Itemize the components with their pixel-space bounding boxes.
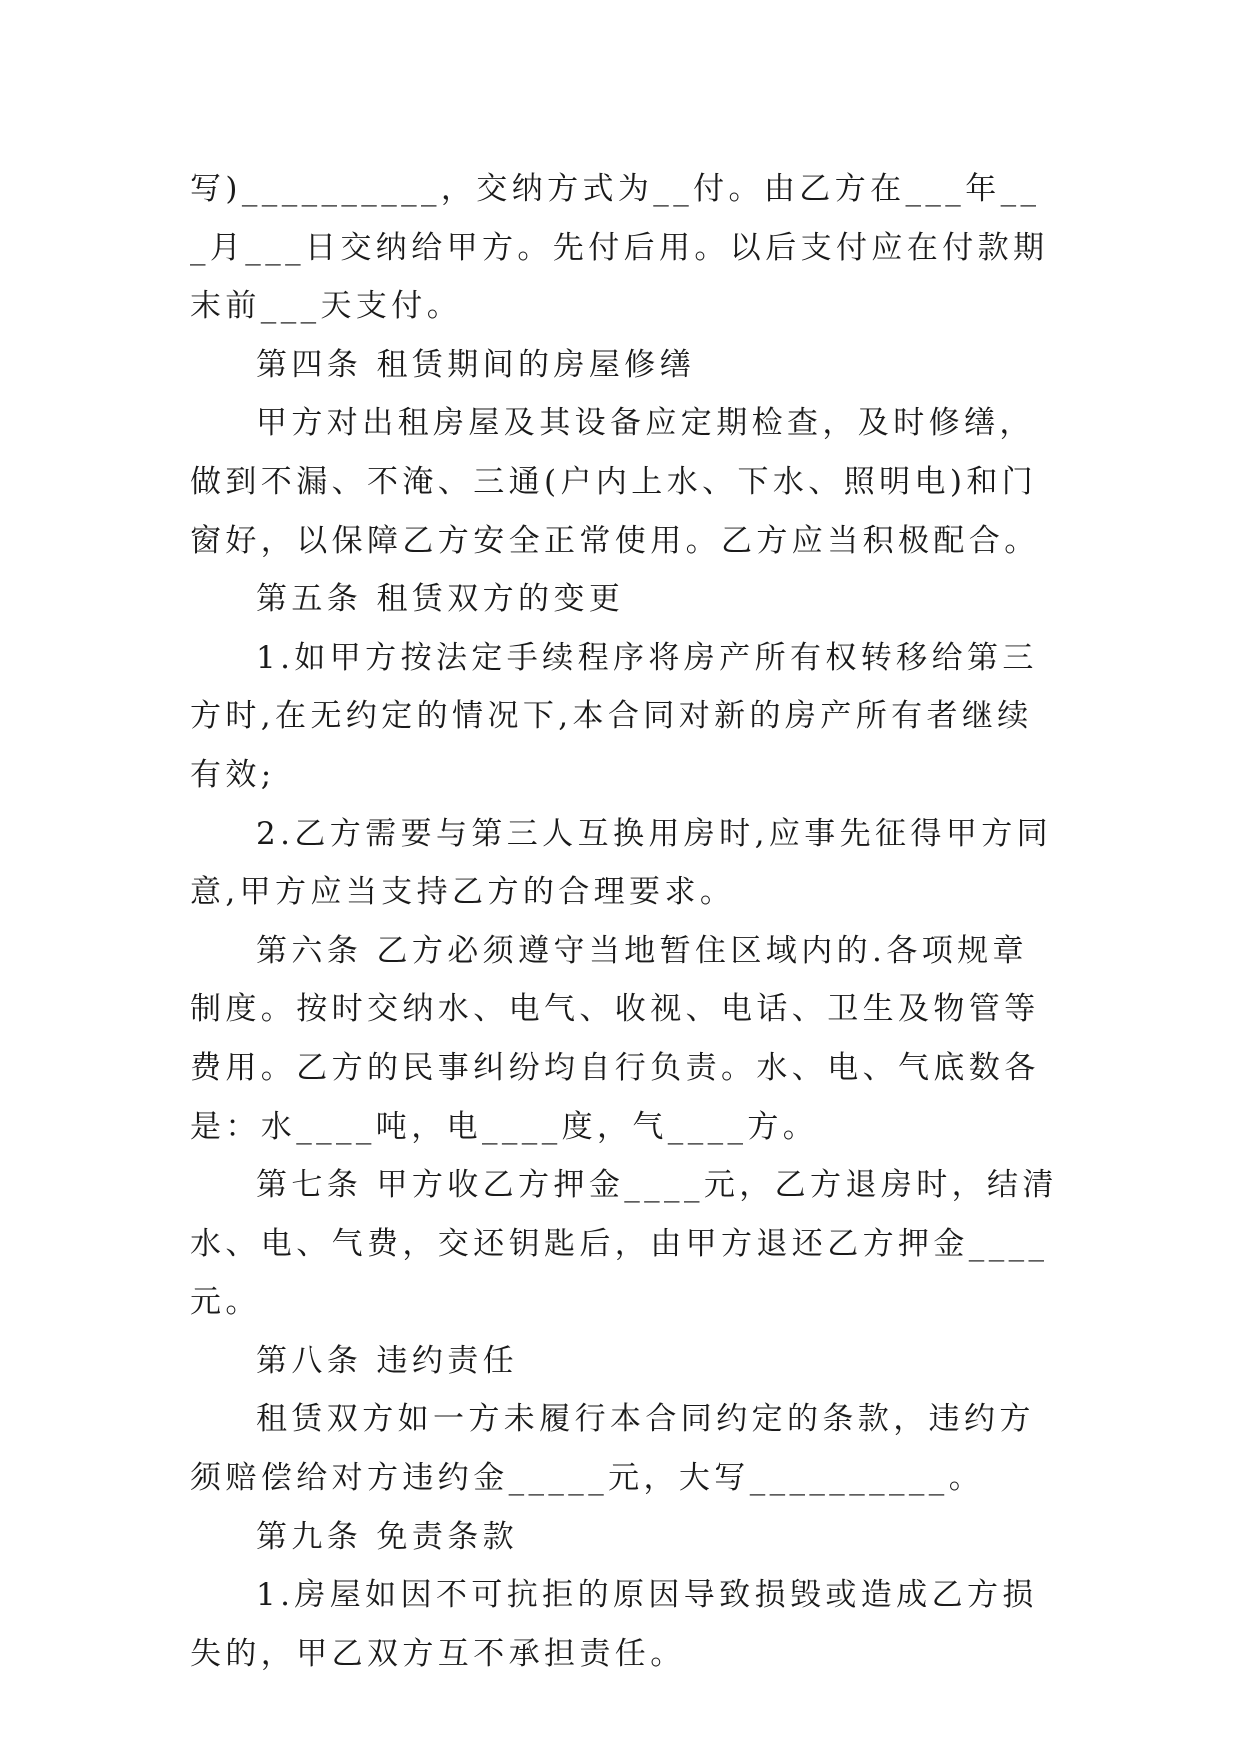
paragraph-breach-liability: 租赁双方如一方未履行本合同约定的条款，违约方须赔偿给对方违约金_____元，大写__________。: [190, 1401, 1035, 1497]
paragraph-payment-terms: 写)__________，交纳方式为__付。由乙方在___年___月___日交纳给甲方。先付后用。以后支付应在付款期末前___天支付。: [190, 171, 1049, 325]
paragraph-ownership-transfer: 1.如甲方按法定手续程序将房产所有权转移给第三方时,在无约定的情况下,本合同对新的房产所有者继续有效;: [190, 639, 1038, 793]
paragraph-repairs: 甲方对出租房屋及其设备应定期检查，及时修缮，做到不漏、不淹、三通(户内上水、下水、照明电)和门窗好，以保障乙方安全正常使用。乙方应当积极配合。: [190, 405, 1040, 559]
document-body: [190, 160, 1060, 1683]
heading-article-5: 第五条 租赁双方的变更: [256, 581, 625, 618]
paragraph-article-6: 第六条 乙方必须遵守当地暂住区域内的.各项规章制度。按时交纳水、电气、收视、电话、卫生及物管等费用。乙方的民事纠纷均自行负责。水、电、气底数各是：水____吨，电____度，气____方。: [190, 932, 1040, 1145]
paragraph-force-majeure: 1.房屋如因不可抗拒的原因导致损毁或造成乙方损失的，甲乙双方互不承担责任。: [190, 1577, 1038, 1672]
paragraph-article-7: 第七条 甲方收乙方押金____元，乙方退房时，结清水、电、气费，交还钥匙后，由甲方退还乙方押金____元。: [190, 1167, 1058, 1321]
heading-article-9: 第九条 免责条款: [256, 1518, 519, 1555]
heading-article-4: 第四条 租赁期间的房屋修缮: [256, 346, 696, 383]
heading-article-8: 第八条 违约责任: [256, 1342, 519, 1379]
paragraph-exchange-housing: 2.乙方需要与第三人互换用房时,应事先征得甲方同意,甲方应当支持乙方的合理要求。: [190, 815, 1053, 911]
